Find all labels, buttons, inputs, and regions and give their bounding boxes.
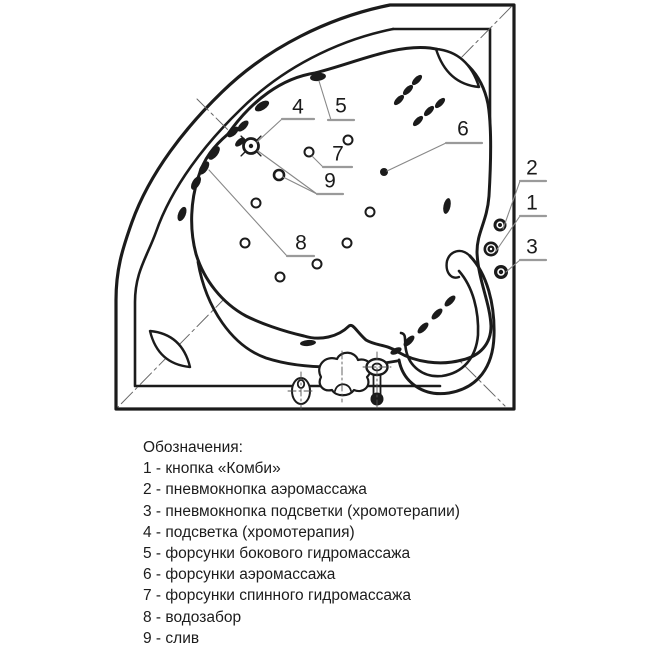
legend-item-6: 6 - форсунки аэромассажа <box>143 566 336 584</box>
callout-number-6: 6 <box>457 117 469 141</box>
callout-number-3: 3 <box>526 235 538 259</box>
legend-item-7: 7 - форсунки спинного гидромассажа <box>143 587 411 605</box>
button-kombi[interactable] <box>484 242 499 257</box>
control-buttons <box>484 219 509 280</box>
legend-title: Обозначения: <box>143 439 243 456</box>
legend-item-9: 9 - слив <box>143 629 200 647</box>
light-fixture <box>241 136 261 156</box>
legend-item-3: 3 - пневмокнопка подсветки (хромотерапии) <box>143 502 460 520</box>
callout-number-4: 4 <box>292 95 304 119</box>
callout-number-9: 9 <box>324 169 336 193</box>
overflow-cover <box>319 351 371 402</box>
legend-item-4: 4 - подсветка (хромотерапия) <box>143 523 355 541</box>
legend-item-2: 2 - пневмокнопка аэромассажа <box>143 481 367 499</box>
legend <box>143 437 460 649</box>
legend-item-5: 5 - форсунки бокового гидромассажа <box>143 545 411 563</box>
legend-item-8: 8 - водозабор <box>143 608 242 626</box>
aero-jet <box>380 168 388 176</box>
callout-number-5: 5 <box>335 94 347 118</box>
overflow-knob <box>288 372 314 409</box>
callout-number-8: 8 <box>295 231 307 255</box>
legend-item-1: 1 - кнопка «Комби» <box>143 460 281 478</box>
callout-number-2: 2 <box>526 156 538 180</box>
callout-number-7: 7 <box>332 142 344 166</box>
front-fixtures <box>288 351 391 409</box>
legend-list <box>143 458 460 649</box>
drain <box>274 170 284 180</box>
callout-number-1: 1 <box>526 191 538 215</box>
